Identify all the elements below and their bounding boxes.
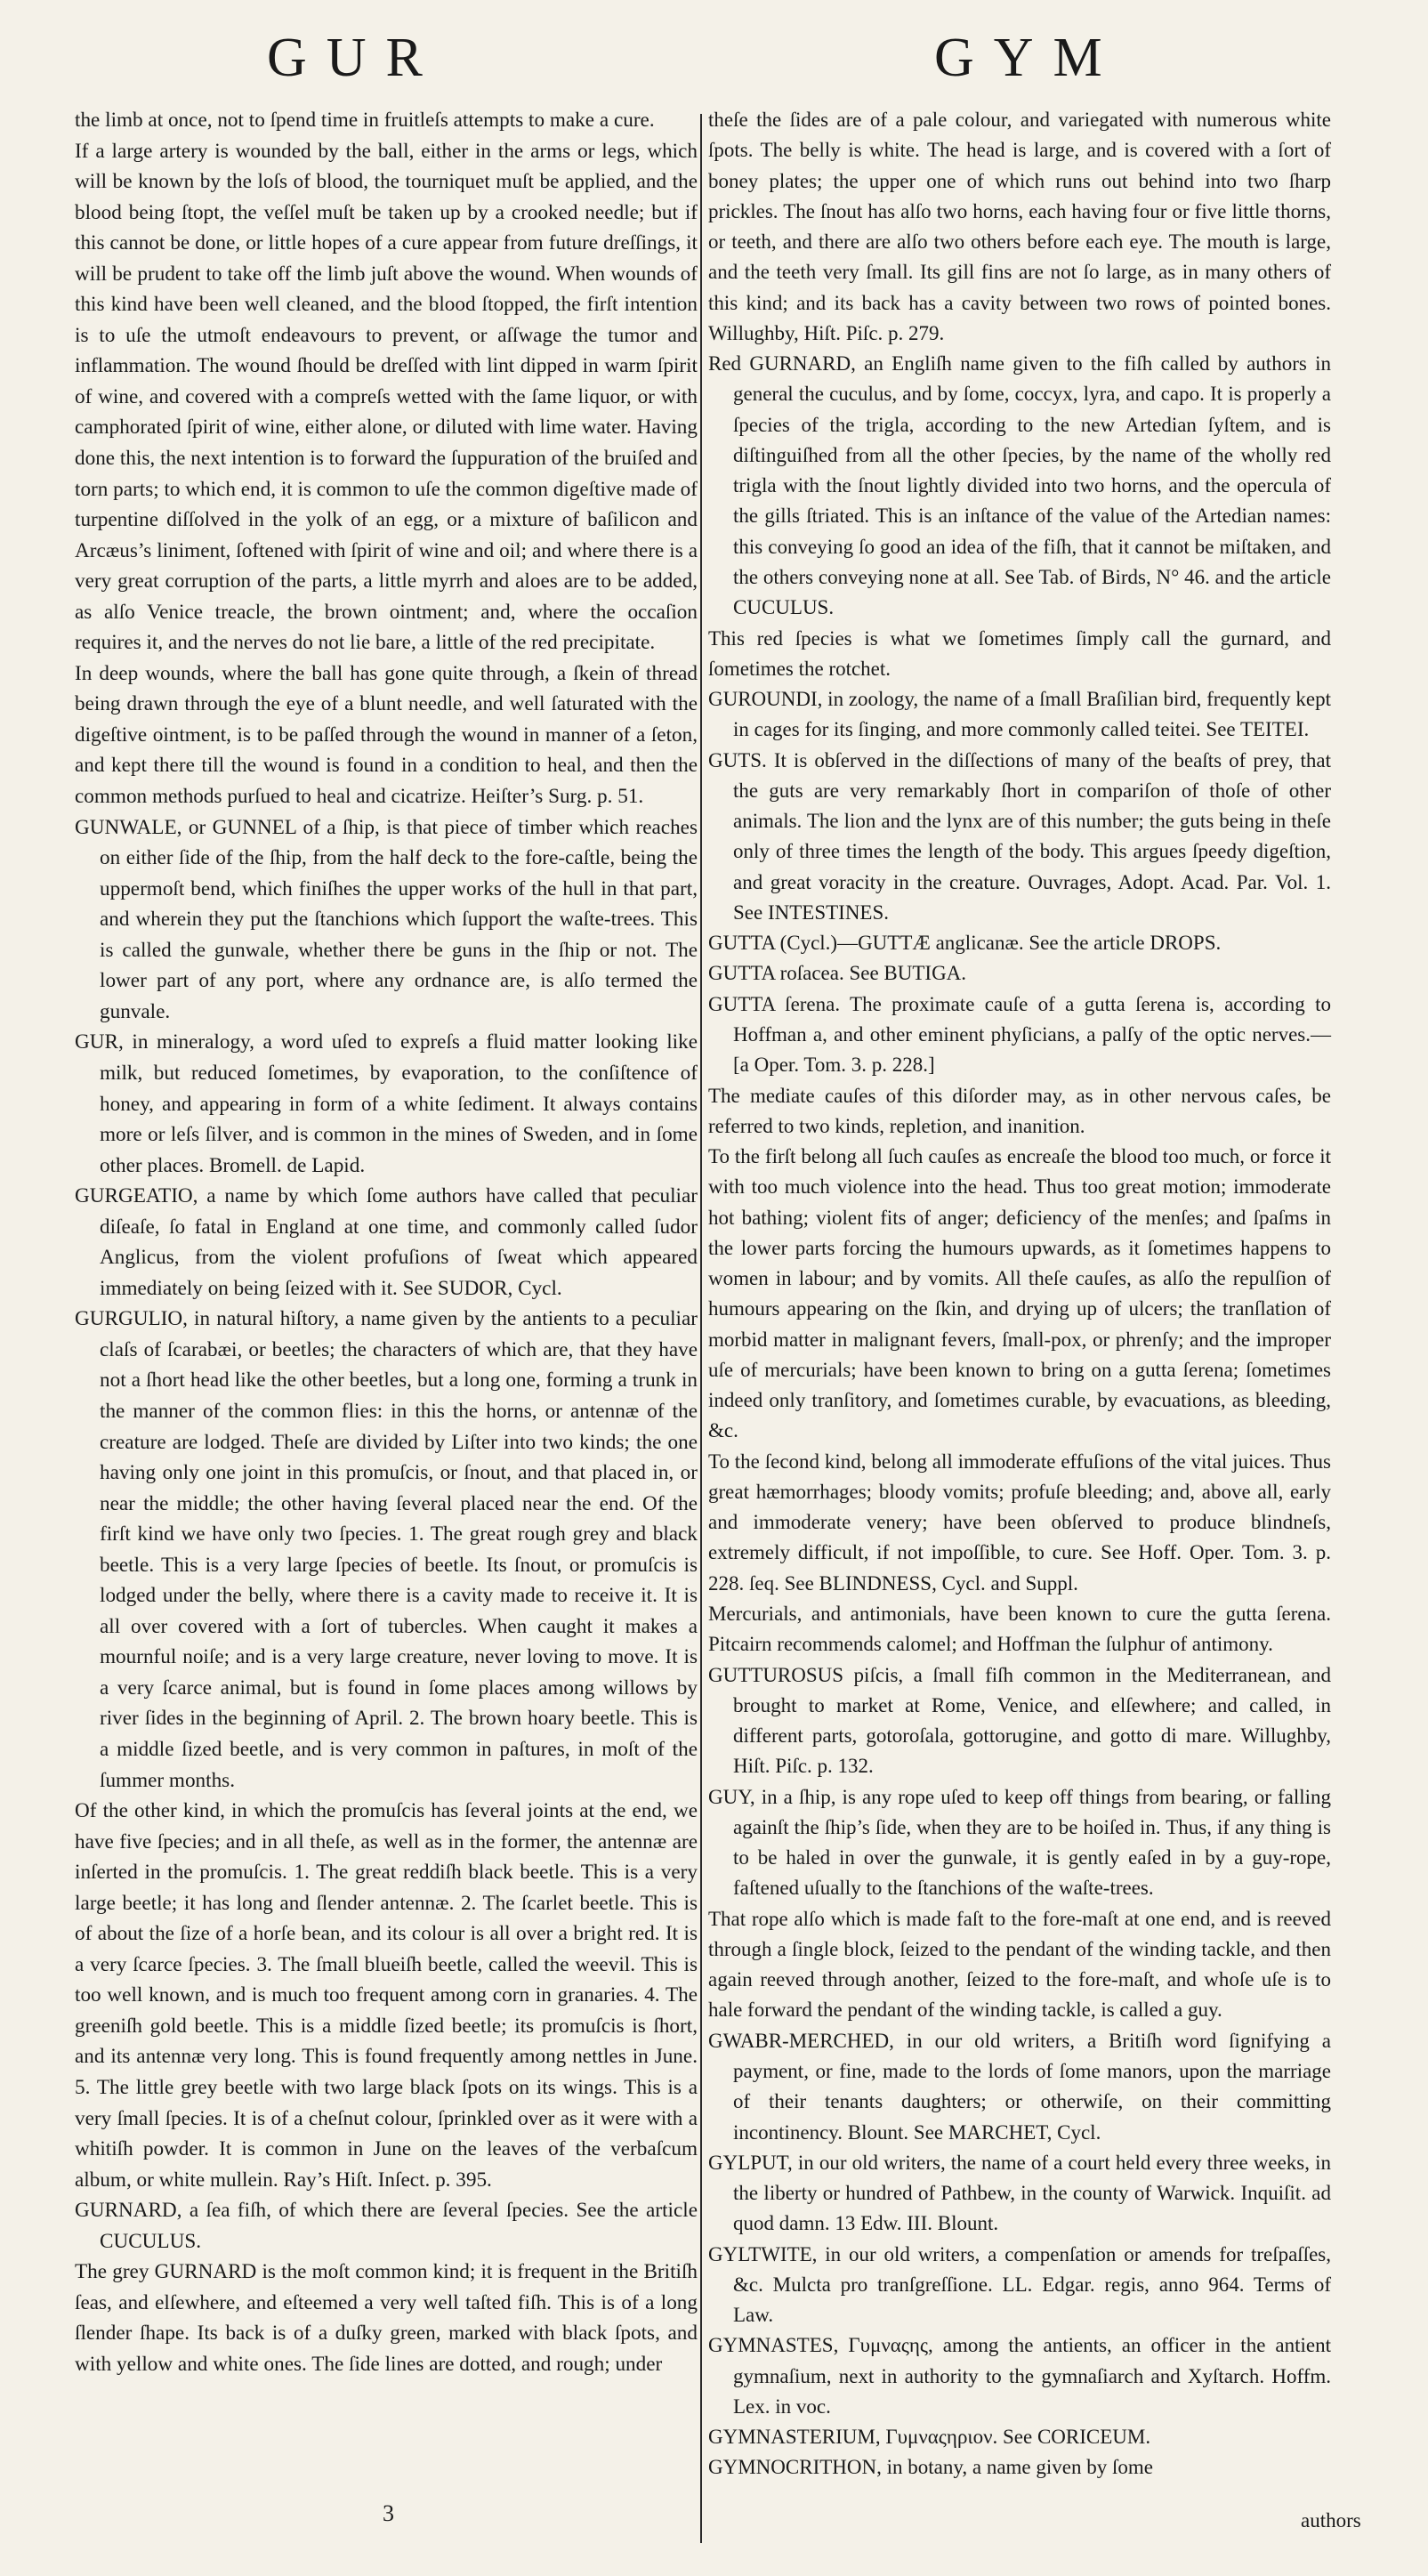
dictionary-entry: GUTTA (Cycl.)—GUTTÆ anglicanæ. See the article DROPS. (708, 932, 1222, 955)
catchword: authors (1301, 2509, 1361, 2532)
paragraph: theſe the ſides are of a pale colour, and variegated with numerous white ſpots. The belly is white. The head is large, and is covered with a ſort of boney plates; the upper one of which runs out behind into two ſharp prickles. The ſnout has alſo two horns, each having four or five little thorns, or teeth, and there are alſo two others before each eye. The mouth is large, and the teeth very ſmall. Its gill fins are not ſo large, as in many others of this kind; and its back has a cavity between two rows of pointed bones. Willughby, Hiſt. Piſc. p. 279. (708, 109, 1331, 344)
dictionary-entry: GUNWALE, or GUNNEL of a ſhip, is that piece of timber which reaches on either ſide of the ſhip, from the half deck to the fore-caſtle, being the uppermoſt bend, which finiſhes the upper works of the hull in that part, and wherein they put the ſtanchions which ſupport the waſte-trees. This is called the gunwale, whether there be guns in the ſhip or not. The lower part of any port, where any ordnance are, is alſo termed the gunvale. (75, 815, 698, 1023)
paragraph: the limb at once, not to ſpend time in fruitleſs attempts to make a cure. (75, 109, 655, 132)
dictionary-entry: GURGULIO, in natural hiſtory, a name given by the antients to a peculiar claſs of ſcarabæi, or beetles; the characters of which are, that they have not a ſhort head like the other beetles, but a long one, forming a trunk in the manner of the common flies: in this the horns, or antennæ of the creature are lodged. Theſe are divided by Liſter into two kinds; the one having only one joint in this promuſcis, or ſnout, and that placed in, or near the middle; the other having ſeveral placed near the end. Of the firſt kind we have only two ſpecies. 1. The great rough grey and black beetle. This is a very large ſpecies of beetle. Its ſnout, or promuſcis is lodged under the belly, where there is a cavity made to receive it. It is all over covered with a ſort of tubercles. When caught it makes a mournful noiſe; and is a very large creature, never loving to move. It is a very ſcarce animal, but is found in ſome places among willows by river ſides in the beginning of April. 2. The brown hoary beetle. This is a middle ſized beetle, and is very common in paſtures, in moſt of the ſummer months. (75, 1307, 698, 1792)
dictionary-entry: GYLPUT, in our old writers, the name of a court held every three weeks, in the liberty or hundred of Pathbew, in the county of Warwick. Inquiſit. ad quod damn. 13 Edw. III. Blount. (708, 2151, 1331, 2235)
header-right-word: GYM (934, 28, 1122, 88)
paragraph: In deep wounds, where the ball has gone quite through, a ſkein of thread being drawn through the eye of a blunt needle, and well ſaturated with the digeſtive ointment, is to be paſſed through the wound in manner of a ſeton, and kept there till the wound is found in a condition to heal, and then the common methods purſued to heal and cicatrize. Heiſter’s Surg. p. 51. (75, 661, 698, 809)
dictionary-entry: GYLTWITE, in our old writers, a compenſation or amends for treſpaſſes, &c. Mulcta pro tranſgreſſione. LL. Edgar. regis, anno 964. Terms of Law. (708, 2242, 1331, 2327)
column-divider (700, 114, 702, 2543)
dictionary-entry: GURGEATIO, a name by which ſome authors have called that peculiar diſeaſe, ſo fatal in England at one time, and commonly called ſudor Anglicus, from the violent profuſions of ſweat which appeared immediately on being ſeized with it. See SUDOR, Cycl. (75, 1184, 698, 1300)
running-header (0, 27, 1428, 98)
paragraph: That rope alſo which is made faſt to the fore-maſt at one end, and is reeved through a ſingle block, ſeized to the pendant of the winding tackle, and then again reeved through another, ſeized to the fore-maſt, and whoſe uſe is to hale forward the pendant of the winding tackle, is called a guy. (708, 1907, 1331, 2022)
right-column (708, 105, 1331, 2483)
paragraph: If a large artery is wounded by the ball, either in the arms or legs, which will be known by the loſs of blood, the tourniquet muſt be applied, and the blood being ſtopt, the veſſel muſt be taken up by a crooked needle; but if this cannot be done, or little hopes of a cure appear from future dreſſings, it will be prudent to take off the limb juſt above the wound. When wounds of this kind have been well cleaned, and the blood ſtopped, the firſt intention is to uſe the utmoſt endeavours to prevent, or aſſwage the tumor and inflammation. The wound ſhould be dreſſed with lint dipped in warm ſpirit of wine, and covered with a compreſs wetted with the ſame liquor, or with camphorated ſpirit of wine, either alone, or diluted with lime water. Having done this, the next intention is to forward the ſuppuration of the bruiſed and torn parts; to which end, it is common to uſe the common digeſtive made of turpentine diſſolved in the yolk of an egg, or a mixture of baſilicon and Arcæus’s liniment, ſoftened with ſpirit of wine and oil; and where there is a very great corruption of the parts, a little myrrh and aloes are to be added, as alſo Venice treacle, the brown ointment; and, where the occaſion requires it, and the nerves do not lie bare, a little of the red precipitate. (75, 139, 698, 655)
dictionary-entry: GWABR-MERCHED, in our old writers, a Britiſh word ſignifying a payment, or fine, made to the lords of ſome manors, upon the marriage of their tenants daughters; or otherwiſe, on their committing incontinency. Blount. See MARCHET, Cycl. (708, 2029, 1331, 2144)
header-left-word: GUR (267, 28, 442, 88)
paragraph: To the firſt belong all ſuch cauſes as encreaſe the blood too much, or force it with too much violence into the head. Thus too great motion; immoderate hot bathing; violent fits of anger; deficiency of the menſes; and ſpaſms in the lower parts forcing the humours upwards, as it ſometimes happens to women in labour; and by vomits. All theſe cauſes, as alſo the repulſion of humours appearing on the ſkin, and drying up of ulcers; the tranſlation of morbid matter in malignant fevers, ſmall-pox, or phrenſy; and the improper uſe of mercurials; have been known to bring on a gutta ſerena; ſometimes indeed only tranſitory, and ſometimes curable, by evacuations, as bleeding, &c. (708, 1145, 1331, 1442)
dictionary-entry: GUR, in mineralogy, a word uſed to expreſs a fluid matter looking like milk, but reduced ſometimes, by evaporation, to the conſiſtence of honey, and appearing in form of a white ſediment. It always contains more or leſs ſilver, and is common in the mines of Sweden, and in ſome other places. Bromell. de Lapid. (75, 1030, 698, 1177)
dictionary-entry: GURNARD, a ſea fiſh, of which there are ſeveral ſpecies. See the article CUCULUS. (75, 2199, 698, 2253)
paragraph: To the ſecond kind, belong all immoderate effuſions of the vital juices. Thus great hæmorrhages; bloody vomits; profuſe bleeding; and, above all, early and immoderate venery; have been obſerved to produce blindneſs, extremely difficult, if not impoſſible, to cure. See Hoff. Oper. Tom. 3. p. 228. ſeq. See BLINDNESS, Cycl. and Suppl. (708, 1450, 1331, 1595)
dictionary-entry: GUTTA ſerena. The proximate cauſe of a gutta ſerena is, according to Hoffman a, and other eminent phyſicians, a palſy of the optic nerves.—[a Oper. Tom. 3. p. 228.] (708, 992, 1331, 1077)
dictionary-entry: GUROUNDI, in zoology, the name of a ſmall Braſilian bird, frequently kept in cages for its ſinging, and more commonly called teitei. See TEITEI. (708, 688, 1331, 741)
dictionary-entry: GYMNASTERIUM, Γυμναςηριον. See CORICEUM. (708, 2426, 1151, 2449)
dictionary-entry: GYMNOCRITHON, in botany, a name given by ſome (708, 2456, 1153, 2479)
dictionary-entry: GUTTUROSUS piſcis, a ſmall fiſh common in the Mediterranean, and brought to market at Rome, Venice, and elſewhere; and called, in different parts, gotoroſala, gottorugine, and gotto di mare. Willughby, Hiſt. Piſc. p. 132. (708, 1663, 1331, 1778)
paragraph: Of the other kind, in which the promuſcis has ſeveral joints at the end, we have five ſpecies; and in all theſe, as well as in the former, the antennæ are inſerted in the promuſcis. 1. The great reddiſh black beetle. This is a very large beetle; it has long and ſlender antennæ. 2. The ſcarlet beetle. This is of about the ſize of a horſe bean, and its colour is all over a bright red. It is a very ſcarce ſpecies. 3. The ſmall blueiſh beetle, called the weevil. This is too well known, and is much too frequent among corn in granaries. 4. The greeniſh gold beetle. This is a middle ſized beetle; its promuſcis is ſhort, and its antennæ very long. This is found frequently among nettles in June. 5. The little grey beetle with two large black ſpots on its wings. This is a very ſmall ſpecies. It is of a cheſnut colour, ſprinkled over as it were with a whitiſh powder. It is common in June on the leaves of the verbaſcum album, or white mullein. Ray’s Hiſt. Inſect. p. 395. (75, 1799, 698, 2192)
dictionary-entry: Red GURNARD, an Engliſh name given to the fiſh called by authors in general the cuculus, and by ſome, coccyx, lyra, and capo. It is properly a ſpecies of the trigla, according to the new Artedian ſyſtem, and is diſtinguiſhed from all the other ſpecies, by the name of the wholly red trigla with the ſnout lightly divided into two horns, and the opercula of the gills ſtriated. This is an inſtance of the value of the Artedian names: this conveying ſo good an idea of the fiſh, that it cannot be miſtaken, and the others conveying none at all. See Tab. of Birds, N° 46. and the article CUCULUS. (708, 352, 1331, 619)
paragraph: The grey GURNARD is the moſt common kind; it is frequent in the Britiſh ſeas, and elſewhere, and eſteemed a very well taſted fiſh. This is of a long ſlender ſhape. Its back is of a duſky green, marked with black ſpots, and with yellow and white ones. The ſide lines are dotted, and rough; under (75, 2260, 698, 2376)
dictionary-entry: GYMNASTES, Γυμναςης, among the antients, an officer in the antient gymnaſium, next in authority to the gymnaſiarch and Xyſtarch. Hoffm. Lex. in voc. (708, 2334, 1331, 2418)
paragraph: Mercurials, and antimonials, have been known to cure the gutta ſerena. Pitcairn recommends calomel; and Hoffman the ſulphur of antimony. (708, 1603, 1331, 1656)
paragraph: The mediate cauſes of this diſorder may, as in other nervous caſes, be referred to two kinds, repletion, and inanition. (708, 1084, 1331, 1137)
dictionary-entry: GUTTA roſacea. See BUTIGA. (708, 962, 967, 985)
paragraph: This red ſpecies is what we ſometimes ſimply call the gurnard, and ſometimes the rotchet. (708, 626, 1331, 680)
dictionary-entry: GUTS. It is obſerved in the diſſections of many of the beaſts of prey, that the guts are very remarkably ſhort in compariſon of thoſe of other animals. The lion and the lynx are of this number; the guts being in theſe only of three times the length of the body. This argues ſpeedy digeſtion, and great voracity in the creature. Ouvrages, Adopt. Acad. Par. Vol. 1. See INTESTINES. (708, 748, 1331, 924)
left-column (75, 105, 698, 2379)
page-number: 3 (383, 2500, 394, 2526)
dictionary-entry: GUY, in a ſhip, is any rope uſed to keep off things from bearing, or falling againſt the ſhip’s ſide, when they are to be hoiſed in. Thus, if any thing is to be haled in over the gunwale, it is gently eaſed in by a guy-rope, faſtened uſually to the ſtanchions of the waſte-trees. (708, 1785, 1331, 1900)
